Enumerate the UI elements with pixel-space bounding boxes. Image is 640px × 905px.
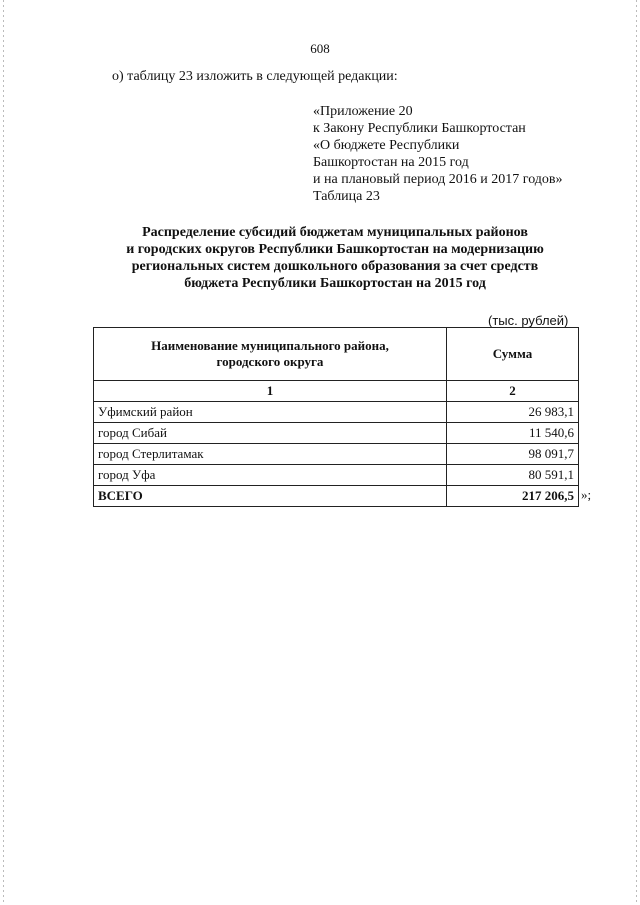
column-number-row bbox=[94, 381, 579, 402]
table-row bbox=[94, 423, 579, 444]
total-row bbox=[94, 486, 579, 507]
table-row bbox=[94, 465, 579, 486]
column-number: 2 bbox=[447, 381, 579, 402]
table-header-row bbox=[94, 328, 579, 381]
appendix-line: Башкортостан на 2015 год bbox=[313, 155, 469, 170]
units-label: (тыс. рублей) bbox=[488, 313, 569, 328]
table-label: Таблица 23 bbox=[313, 189, 380, 204]
row-name: город Сибай bbox=[94, 423, 447, 444]
title-line: бюджета Республики Башкортостан на 2015 год bbox=[184, 276, 486, 291]
scan-left-edge bbox=[3, 0, 4, 905]
total-name: ВСЕГО bbox=[94, 486, 447, 507]
table-row bbox=[94, 444, 579, 465]
subsidy-table bbox=[93, 327, 579, 507]
appendix-line: «О бюджете Республики bbox=[313, 138, 460, 153]
row-name: Уфимский район bbox=[94, 402, 447, 423]
title-line: региональных систем дошкольного образования за счет средств bbox=[131, 259, 539, 274]
appendix-line: «Приложение 20 bbox=[313, 104, 413, 119]
header-name-line1: Наименование муниципального района, bbox=[151, 338, 389, 353]
intro-text: о) таблицу 23 изложить в следующей редакции: bbox=[112, 69, 398, 84]
appendix-line: и на плановый период 2016 и 2017 годов» bbox=[313, 172, 563, 187]
column-number: 1 bbox=[94, 381, 447, 402]
header-name-line2: городского округа bbox=[216, 354, 324, 369]
document-title bbox=[90, 224, 580, 292]
closing-mark: »; bbox=[581, 487, 592, 502]
header-sum: Сумма bbox=[447, 328, 579, 381]
row-value: 80 591,1 bbox=[447, 465, 579, 486]
table-row bbox=[94, 402, 579, 423]
total-value: 217 206,5 bbox=[447, 486, 579, 507]
row-name: город Стерлитамак bbox=[94, 444, 447, 465]
row-value: 11 540,6 bbox=[447, 423, 579, 444]
row-value: 98 091,7 bbox=[447, 444, 579, 465]
page-number: 608 bbox=[310, 41, 330, 56]
title-line: Распределение субсидий бюджетам муниципальных районов bbox=[142, 225, 528, 240]
appendix-reference bbox=[313, 103, 563, 205]
row-name: город Уфа bbox=[94, 465, 447, 486]
scan-right-edge bbox=[636, 0, 637, 905]
title-line: и городских округов Республики Башкортостан на модернизацию bbox=[126, 242, 544, 257]
row-value: 26 983,1 bbox=[447, 402, 579, 423]
appendix-line: к Закону Республики Башкортостан bbox=[313, 121, 526, 136]
header-name bbox=[94, 328, 447, 381]
